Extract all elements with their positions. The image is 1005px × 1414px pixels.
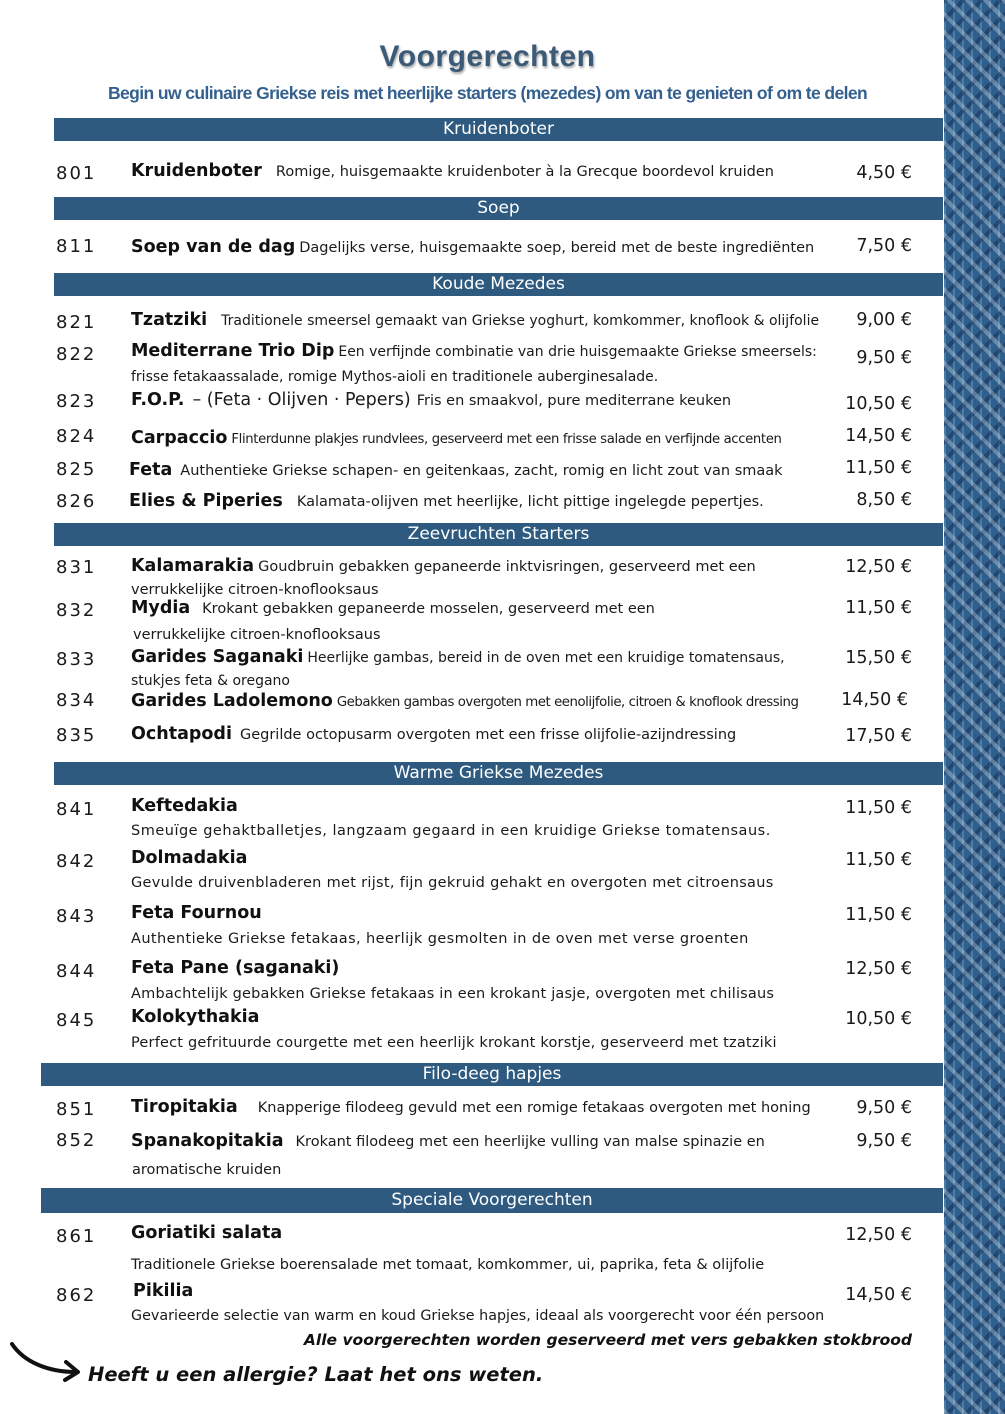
item-price: 9,50 €: [856, 1098, 912, 1118]
item-description: Krokant filodeeg met een heerlijke vulling van malse spinazie en: [295, 1134, 765, 1150]
item-price: 10,50 €: [845, 1009, 912, 1029]
item-price: 11,50 €: [845, 905, 912, 925]
item-price: 9,50 €: [856, 348, 912, 368]
section-header-kruidenboter: Kruidenboter: [54, 118, 943, 141]
item-number: 831: [56, 557, 97, 578]
item-price: 12,50 €: [845, 1225, 912, 1245]
item-price: 9,00 €: [856, 310, 912, 330]
item-price: 11,50 €: [845, 598, 912, 618]
item-name: Keftedakia: [131, 796, 238, 816]
item-description: Gevulde druivenbladeren met rijst, fijn gekruid gehakt en overgoten met citroensaus: [131, 875, 774, 891]
item-name: Mydia: [131, 598, 191, 618]
section-header-soep: Soep: [54, 197, 943, 220]
item-price: 9,50 €: [856, 1131, 912, 1151]
item-number: 811: [56, 236, 97, 257]
item-price: 14,50 €: [841, 690, 908, 710]
item-description: Traditionele Griekse boerensalade met tomaat, komkommer, ui, paprika, feta & olijfolie: [131, 1257, 765, 1273]
item-description: Knapperige filodeeg gevuld met een romige fetakaas overgoten met honing: [257, 1100, 811, 1116]
item-number: 844: [56, 961, 97, 982]
section-header-koude-mezedes: Koude Mezedes: [54, 273, 943, 296]
page-subtitle: Begin uw culinaire Griekse reis met heerlijke starters (mezedes) om van te genieten of om te delen: [108, 83, 868, 103]
bread-note: Alle voorgerechten worden geserveerd met vers gebakken stokbrood: [303, 1331, 912, 1349]
item-number: 841: [56, 799, 97, 820]
item-number: 824: [56, 426, 97, 447]
item-description-continued: stukjes feta & oregano: [131, 673, 290, 689]
item-price: 11,50 €: [845, 850, 912, 870]
item-name: Mediterrane Trio Dip: [131, 341, 335, 361]
section-header-zeevruchten-starters: Zeevruchten Starters: [54, 523, 943, 546]
item-price: 10,50 €: [845, 394, 912, 414]
section-header-filo-deeg-hapjes: Filo-deeg hapjes: [41, 1063, 943, 1086]
item-number: 801: [56, 163, 97, 184]
section-header-warme-griekse-mezedes: Warme Griekse Mezedes: [54, 762, 943, 785]
item-number: 843: [56, 906, 97, 927]
item-description: Gevarieerde selectie van warm en koud Griekse hapjes, ideaal als voorgerecht voor één persoon: [131, 1308, 825, 1324]
item-number: 833: [56, 649, 97, 670]
item-price: 14,50 €: [845, 426, 912, 446]
item-number: 834: [56, 690, 97, 711]
item-price: 8,50 €: [856, 490, 912, 510]
item-description: Een verfijnde combinatie van drie huisgemaakte Griekse smeersels:: [338, 344, 817, 360]
item-description: Krokant gebakken gepaneerde mosselen, geserveerd met een: [202, 601, 655, 617]
item-description: Heerlijke gambas, bereid in de oven met een kruidige tomatensaus,: [307, 650, 785, 666]
item-name: Kolokythakia: [131, 1007, 260, 1027]
allergy-notice: Heeft u een allergie? Laat het ons weten.: [88, 1363, 544, 1386]
item-description-continued: frisse fetakaassalade, romige Mythos-aioli en traditionele auberginesalade.: [131, 369, 659, 385]
item-number: 845: [56, 1010, 97, 1031]
item-name: Ochtapodi: [131, 724, 232, 744]
item-name: Feta: [129, 460, 173, 480]
item-description-continued: verrukkelijke citroen-knoflooksaus: [131, 582, 379, 598]
item-description: Romige, huisgemaakte kruidenboter à la Grecque boordevol kruiden: [275, 164, 774, 180]
item-name: Dolmadakia: [131, 848, 248, 868]
item-description: Dagelijks verse, huisgemaakte soep, bereid met de beste ingrediënten: [299, 240, 815, 256]
item-description: Gegrilde octopusarm overgoten met een frisse olijfolie-azijndressing: [239, 727, 737, 743]
item-number: 842: [56, 851, 97, 872]
item-name: Kalamarakia: [131, 556, 255, 576]
item-description: Goudbruin gebakken gepaneerde inktvisringen, geserveerd met een: [258, 559, 756, 575]
item-description: Traditionele smeersel gemaakt van Griekse yoghurt, komkommer, knoflook & olijfolie: [221, 313, 820, 329]
item-description: Fris en smaakvol, pure mediterrane keuken: [416, 393, 732, 409]
curved-arrow-icon: [8, 1336, 86, 1386]
item-description-continued: verrukkelijke citroen-knoflooksaus: [133, 627, 381, 643]
item-name: Garides Ladolemono: [131, 691, 333, 711]
item-price: 4,50 €: [856, 163, 912, 183]
item-description-continued: aromatische kruiden: [132, 1162, 282, 1178]
page-title: Voorgerechten: [379, 40, 596, 73]
item-price: 7,50 €: [856, 236, 912, 256]
item-price: 12,50 €: [845, 959, 912, 979]
item-price: 11,50 €: [845, 458, 912, 478]
item-description: Smeuïge gehaktballetjes, langzaam gegaard in een kruidige Griekse tomatensaus.: [131, 823, 771, 839]
item-price: 11,50 €: [845, 798, 912, 818]
item-name: Tzatziki: [131, 310, 208, 330]
decorative-pattern-strip: [944, 0, 1005, 1414]
item-number: 826: [56, 491, 97, 512]
item-description: Authentieke Griekse schapen- en geitenkaas, zacht, romig en licht zout van smaak: [180, 463, 783, 479]
item-number: 823: [56, 391, 97, 412]
item-description: Flinterdunne plakjes rundvlees, geserveerd met een frisse salade en verfijnde accenten: [231, 432, 782, 447]
item-number: 821: [56, 312, 97, 333]
item-number: 861: [56, 1226, 97, 1247]
item-number: 862: [56, 1285, 97, 1306]
item-description: Perfect gefrituurde courgette met een heerlijk krokant korstje, geserveerd met tzatziki: [131, 1035, 777, 1051]
item-price: 12,50 €: [845, 557, 912, 577]
item-description: Gebakken gambas overgoten met eenolijfolie, citroen & knoflook dressing: [336, 695, 799, 710]
item-description: Authentieke Griekse fetakaas, heerlijk gesmolten in de oven met verse groenten: [131, 931, 749, 947]
item-number: 835: [56, 725, 97, 746]
item-number: 832: [56, 600, 97, 621]
item-name: Kruidenboter: [131, 161, 262, 181]
item-name: Spanakopitakia: [131, 1131, 284, 1151]
item-price: 14,50 €: [845, 1285, 912, 1305]
item-name: Feta Fournou: [131, 903, 262, 923]
item-name: Elies & Piperies: [129, 491, 283, 511]
item-name: Feta Pane (saganaki): [131, 958, 340, 978]
item-name: Tiropitakia: [131, 1097, 238, 1117]
section-header-speciale-voorgerechten: Speciale Voorgerechten: [41, 1188, 943, 1213]
item-number: 825: [56, 459, 97, 480]
item-name-extra: – (Feta · Olijven · Pepers): [192, 390, 411, 410]
item-number: 851: [56, 1099, 97, 1120]
item-name: Pikilia: [133, 1281, 194, 1301]
item-name: Garides Saganaki: [131, 647, 304, 667]
item-description: Ambachtelijk gebakken Griekse fetakaas in een krokant jasje, overgoten met chilisaus: [131, 986, 775, 1002]
item-name: Soep van de dag: [131, 237, 296, 257]
item-price: 15,50 €: [845, 648, 912, 668]
item-name: Goriatiki salata: [131, 1223, 283, 1243]
item-name: F.O.P.: [131, 390, 185, 410]
item-description: Kalamata-olijven met heerlijke, licht pittige ingelegde pepertjes.: [296, 494, 764, 510]
item-number: 852: [56, 1130, 97, 1151]
item-price: 17,50 €: [845, 726, 912, 746]
item-number: 822: [56, 344, 97, 365]
item-name: Carpaccio: [131, 428, 228, 448]
